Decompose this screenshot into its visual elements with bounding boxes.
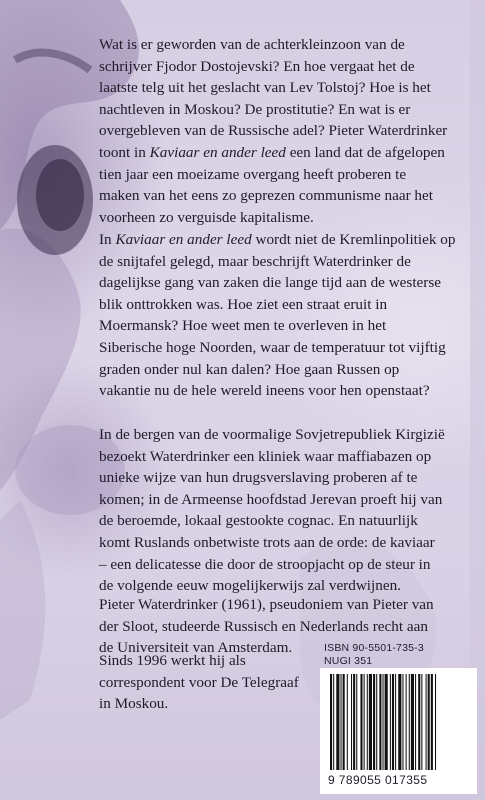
p5-line3: in Moskou. xyxy=(99,695,169,713)
barcode-bar xyxy=(395,674,396,770)
p2-line4: blik onttrokken was. Hoe ziet een straat eruit in xyxy=(99,295,388,313)
p5-line2: correspondent voor De Telegraaf xyxy=(99,673,299,691)
barcode-bars xyxy=(330,674,468,772)
barcode-bar xyxy=(409,674,410,770)
barcode-bar xyxy=(376,674,377,770)
p3-line3: unieke wijze van hun drugsverslaving proberen af te xyxy=(99,469,418,487)
barcode-bar xyxy=(435,674,436,770)
blurb-paragraph-3 xyxy=(99,424,471,597)
barcode-bar xyxy=(418,674,420,770)
isbn-number: ISBN 90-5501-735-3 xyxy=(324,642,424,654)
p3-line7: – een delicatesse die door de stroopjacht op de steur in xyxy=(99,555,431,573)
p3-line5: de beroemde, lokaal gestookte cognac. En natuurlijk xyxy=(99,512,418,530)
p1-line4: nachtleven in Moskou? De prostitutie? En wat is er xyxy=(99,100,411,118)
p2-line1-pre: In xyxy=(99,231,116,248)
p4-line1: Pieter Waterdrinker (1961), pseudoniem van Pieter van xyxy=(99,596,434,613)
p4-line2: der Sloot, studeerde Russisch en Nederlands recht aan xyxy=(99,617,428,635)
p2-line3: dagelijkse gang van zaken die lange tijd aan de westerse xyxy=(99,274,442,292)
p2-line2: de snijtafel gelegd, maar beschrijft Waterdrinker de xyxy=(99,252,411,270)
barcode-bar xyxy=(347,674,348,770)
p3-line4: komen; in de Armeense hoofdstad Jerevan proeft hij van xyxy=(99,490,443,508)
p2-line6: Siberische hoge Noorden, waar de temperatuur tot vijftig xyxy=(99,338,446,356)
p3-line6: komt Ruslands onbetwiste trots aan de orde: de kaviaar xyxy=(99,533,435,551)
barcode-bar xyxy=(390,674,391,770)
p1-line1: Wat is er geworden van de achterkleinzoon van de xyxy=(99,36,405,53)
barcode-bar xyxy=(392,674,394,770)
barcode-bar xyxy=(364,674,365,770)
p2-line5: Moermansk? Hoe weet men te overleven in het xyxy=(99,317,387,335)
barcode-bar xyxy=(428,674,430,770)
barcode-bar xyxy=(421,674,422,770)
p1-line6-post: een land dat de afgelopen xyxy=(285,143,445,161)
barcode-bar xyxy=(369,674,372,770)
p4-line3: de Universiteit van Amsterdam. xyxy=(99,639,293,657)
barcode-bar xyxy=(415,674,416,770)
barcode-bar xyxy=(353,674,355,770)
p1-line5: overgebleven van de Russische adel? Pieter Waterdrinker xyxy=(99,122,448,140)
barcode-bar xyxy=(351,674,352,770)
isbn-info xyxy=(320,642,485,668)
p2-line8: vakantie nu de hele wereld ineens voor hen openstaat? xyxy=(99,382,430,400)
barcode xyxy=(320,668,477,794)
barcode-bar xyxy=(336,674,339,770)
barcode-bar xyxy=(398,674,401,770)
barcode-bar xyxy=(426,674,427,770)
barcode-bar xyxy=(333,674,334,770)
barcode-bar xyxy=(356,674,357,770)
p1-line2: schrijver Fjodor Dostojevski? En hoe vergaat het de xyxy=(99,57,415,75)
p3-line1: In de bergen van de voormalige Sovjetrepubliek Kirgizië xyxy=(99,426,445,443)
barcode-bar xyxy=(367,674,368,770)
barcode-bar xyxy=(343,674,345,770)
barcode-bar xyxy=(373,674,375,770)
barcode-bar xyxy=(411,674,414,770)
barcode-bar xyxy=(330,674,332,770)
barcode-bar xyxy=(341,674,342,770)
book-title-italic: Kaviaar en ander leed xyxy=(115,231,252,248)
barcode-bar xyxy=(383,674,384,770)
p1-line8: maken van het eens zo geprezen communisme naar het xyxy=(99,187,433,205)
barcode-bar xyxy=(379,674,381,770)
blurb-paragraph-1 xyxy=(99,34,471,228)
barcode-bar xyxy=(402,674,403,770)
p2-line7: graden onder nul kan dalen? Hoe gaan Russen op xyxy=(99,360,400,378)
barcode-number: 9 789055 017355 xyxy=(328,773,428,787)
barcode-bar xyxy=(385,674,388,770)
p1-line6-pre: toont in xyxy=(99,143,150,161)
p3-line8: de volgende eeuw mogelijkerwijs zal verdwijnen. xyxy=(99,577,401,595)
barcode-bar xyxy=(406,674,407,770)
p3-line2: bezoekt Waterdrinker een kliniek waar maffiabazen op xyxy=(99,447,432,465)
p1-line3: laatste telg uit het geslacht van Lev Tolstoj? Hoe is het xyxy=(99,79,431,97)
blurb-paragraph-2 xyxy=(99,229,471,402)
p2-line1-post: wordt niet de Kremlinpolitiek op xyxy=(251,231,456,248)
p5-line1: Sinds 1996 werkt hij als xyxy=(99,652,246,669)
barcode-bar xyxy=(431,674,433,770)
nugi-code: NUGI 351 xyxy=(324,655,373,667)
barcode-bar xyxy=(360,674,362,770)
book-title-italic: Kaviaar en ander leed xyxy=(149,143,286,161)
p1-line9: voorheen zo verguisde kapitalisme. xyxy=(99,208,314,226)
p1-line7: tien jaar een moeizame overgang heeft proberen te xyxy=(99,165,407,183)
